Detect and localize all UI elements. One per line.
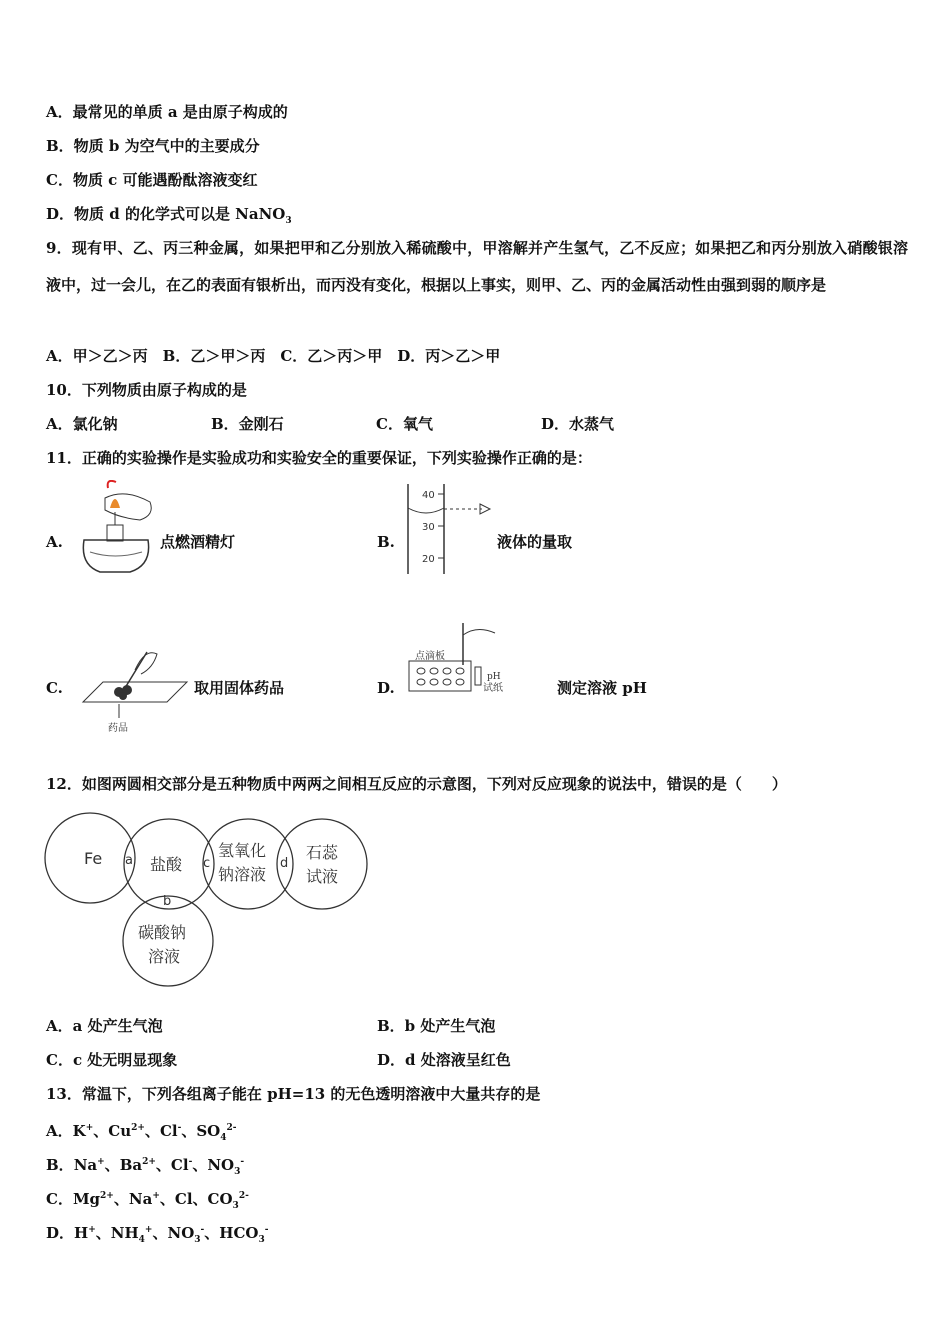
charge: + [88,1225,96,1235]
charge: + [97,1157,105,1167]
q11-c-letter: C. [46,679,63,697]
charge: - [188,1157,193,1167]
charge: 2+ [142,1157,156,1167]
q8-option-b: B．物质 b 为空气中的主要成分 [46,137,260,155]
litmus-label-2: 试液 [306,867,339,886]
reaction-circles-diagram [44,808,374,993]
ion-co3: CO [207,1190,233,1208]
q13-option-d [46,1220,269,1250]
q8-option-d [46,204,292,231]
option-letter: D． [46,1224,75,1242]
q10-option-b: B．金刚石 [211,415,284,433]
separator: 、 [192,1156,208,1174]
q12-option-c: C．c 处无明显现象 [46,1051,178,1069]
q8-option-c: C．物质 c 可能遇酚酞溶液变红 [46,171,258,189]
litmus-label-1: 石蕊 [306,843,339,862]
charge: - [240,1157,245,1167]
ion-na: Na [73,1156,98,1174]
hcl-label: 盐酸 [150,855,183,874]
ion-no3: NO [167,1224,195,1242]
separator: 、 [113,1190,129,1208]
option-letter: B． [46,1156,74,1174]
charge: + [144,1225,153,1235]
tick-30: 30 [422,522,435,533]
q11-c-caption: 取用固体药品 [194,679,285,697]
naoh-label-2: 钠溶液 [218,865,267,884]
q12-option-d: D．d 处溶液呈红色 [377,1051,511,1069]
q12-option-a: A．a 处产生气泡 [46,1017,163,1035]
ion-cl: Cl [174,1190,193,1208]
charge: + [85,1123,94,1133]
separator: 、 [192,1190,208,1208]
q9-stem: 9．现有甲、乙、丙三种金属，如果把甲和乙分别放入稀硫酸中，甲溶解并产生氢气，乙不反应；如果把乙和丙分别放入硝酸银溶液中，过一会儿，在乙的表面有银析出，而丙没有变化，根据以上事实，则甲、乙、丙的金属活动性由强到弱的顺序是 [46,239,908,294]
separator: 、 [95,1224,111,1242]
q8-option-a: A．最常见的单质 a 是由原子构成的 [46,103,288,121]
label-c: c [203,856,211,871]
q11-d-caption: 测定溶液 pH [557,679,647,697]
tick-20: 20 [422,554,435,565]
tick-40: 40 [422,490,435,501]
ion-h: H [74,1224,89,1242]
ion-no3: NO [207,1156,235,1174]
separator: 、 [181,1122,197,1140]
ion-cl: Cl [170,1156,189,1174]
charge: - [200,1225,205,1235]
q9-options: A．甲＞乙＞丙 B．乙＞甲＞丙 C．乙＞丙＞甲 D．丙＞乙＞甲 [46,347,501,365]
q8-option-d-sub: 3 [285,216,292,226]
q11-a-caption: 点燃酒精灯 [160,533,236,551]
q10-option-d: D．水蒸气 [541,415,615,433]
charge: 2+ [100,1191,114,1201]
ion-na: Na [128,1190,153,1208]
q8-option-d-text: D．物质 d 的化学式可以是 NaNO [46,205,286,223]
subscript: 3 [258,1235,265,1245]
ion-ba: Ba [119,1156,143,1174]
q11-b-letter: B. [377,533,395,551]
na2co3-label-1: 碳酸钠 [138,923,187,942]
q12-stem: 12．如图两圆相交部分是五种物质中两两之间相互反应的示意图，下列对反应现象的说法中，错误的是（ ） [46,775,787,793]
separator: 、 [152,1224,168,1242]
q13-option-b [46,1152,244,1182]
charge: 2- [238,1191,249,1201]
separator: 、 [144,1122,160,1140]
q11-a-letter: A. [46,533,63,551]
paper-label: 试纸 [483,683,503,694]
separator: 、 [159,1190,175,1208]
ph-label: pH [487,672,501,682]
circle-litmus [277,819,367,909]
subscript: 3 [232,1201,239,1211]
reagent-label: 药品 [108,723,128,734]
subscript: 4 [220,1133,227,1143]
charge: - [177,1123,182,1133]
naoh-label-1: 氢氧化 [218,841,267,860]
ion-so4: SO [196,1122,221,1140]
alcohol-lamp-figure [70,480,165,580]
label-b: b [163,894,172,909]
q10-option-a: A．氯化钠 [46,415,118,433]
ion-mg: Mg [72,1190,101,1208]
ion-cl: Cl [159,1122,178,1140]
q12-option-b: B．b 处产生气泡 [377,1017,496,1035]
separator: 、 [204,1224,220,1242]
q11-d-letter: D. [377,679,395,697]
subscript: 3 [194,1235,201,1245]
q13-option-c [46,1186,249,1216]
q11-b-caption: 液体的量取 [497,533,573,551]
ion-hco3: HCO [219,1224,259,1242]
subscript: 3 [234,1167,241,1177]
ph-test-figure [405,615,520,700]
charge: 2- [226,1123,237,1133]
na2co3-label-2: 溶液 [148,947,181,966]
charge: + [152,1191,160,1201]
measuring-cylinder-figure [400,482,500,577]
subscript: 4 [138,1235,145,1245]
q13-option-a [46,1118,237,1148]
fe-label: Fe [84,849,103,868]
ion-k: K [72,1122,86,1140]
charge: - [264,1225,269,1235]
separator: 、 [104,1156,120,1174]
ion-cu: Cu [108,1122,132,1140]
charge: 2+ [131,1123,145,1133]
ion-nh4: NH [110,1224,139,1242]
label-d: d [280,856,289,871]
solid-reagent-figure [75,640,195,735]
q11-stem: 11．正确的实验操作是实验成功和实验安全的重要保证，下列实验操作正确的是： [46,449,592,467]
label-a: a [125,853,133,868]
option-letter: A． [46,1122,73,1140]
separator: 、 [155,1156,171,1174]
q10-option-c: C．氧气 [376,415,433,433]
plate-label: 点滴板 [415,651,445,662]
separator: 、 [93,1122,109,1140]
q13-stem: 13．常温下，下列各组离子能在 pH=13 的无色透明溶液中大量共存的是 [46,1085,541,1103]
option-letter: C． [46,1190,73,1208]
q10-stem: 10．下列物质由原子构成的是 [46,381,247,399]
